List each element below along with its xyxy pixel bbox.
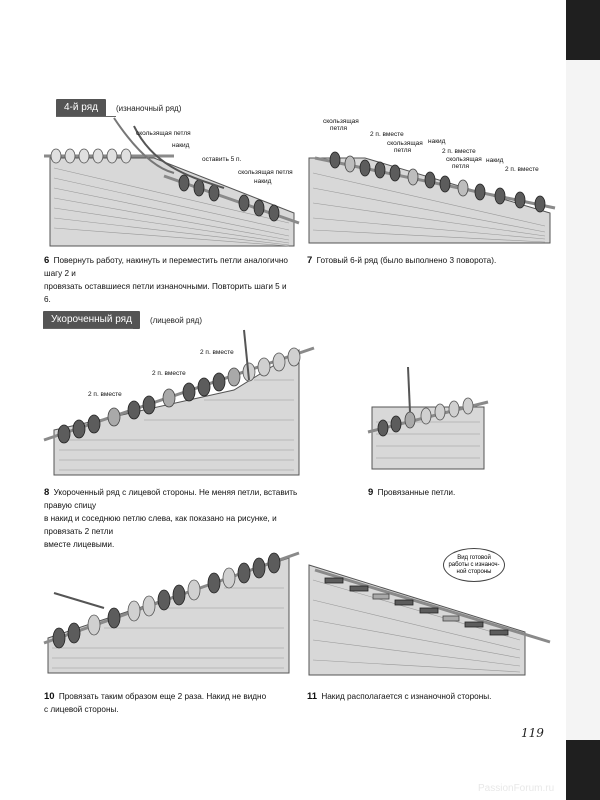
section-rule: [43, 328, 133, 329]
fig7-label-1: скользящая: [323, 118, 359, 125]
fig10-caption: 10 Провязать таким образом еще 2 раза. Накид не видно с лицевой стороны.: [44, 691, 267, 714]
section-label: Укороченный ряд: [43, 311, 140, 329]
fig7-label-5: петля: [394, 147, 412, 154]
fig11-speech-bubble: Вид готовой работы с изнаноч- ной стороны: [443, 548, 505, 582]
fig6-label-3: оставить 5 п.: [202, 156, 242, 163]
section-rule: [56, 116, 116, 117]
fig7-caption: 7 Готовый 6-й ряд (было выполнено 3 поворота).: [307, 255, 497, 266]
section-sub: (лицевой ряд): [149, 315, 203, 325]
fig7-label-3: 2 п. вместе: [370, 131, 404, 138]
figure-8-illustration: [44, 330, 314, 480]
page-edge: [566, 60, 600, 740]
fig6-label-1: скользящая петля: [136, 130, 191, 137]
fig7-label-7: 2 п. вместе: [442, 148, 476, 155]
section-header-short-row: [43, 311, 202, 329]
section-header-row4: [56, 99, 181, 117]
fig9-caption: 9 Провязанные петли.: [368, 487, 456, 498]
fig6-label-5: накид: [254, 178, 272, 185]
section-sub: (изнаночный ряд): [115, 103, 182, 113]
page-number: 119: [521, 726, 544, 740]
watermark: PassionForum.ru: [478, 783, 555, 794]
fig7-label-11: 2 п. вместе: [505, 166, 539, 173]
fig6-label-2: накид: [172, 142, 190, 149]
fig8-label-3: 2 п. вместе: [88, 391, 122, 398]
fig8-label-2: 2 п. вместе: [152, 370, 186, 377]
fig6-caption: 6 Повернуть работу, накинуть и переместить петли аналогично шагу 2 и провязать оставшиеся петли изнаночными. Повторить шаги 5 и 6.: [44, 255, 288, 304]
fig8-caption: 8 Укороченный ряд с лицевой стороны. Не меняя петли, вставить правую спицу в накид и соседнюю петлю слева, как показано на рисунке, и провязать 2 петли вместе лицевыми.: [44, 487, 298, 549]
figure-11-illustration: [305, 560, 555, 678]
fig8-label-1: 2 п. вместе: [200, 349, 234, 356]
fig7-label-6: накид: [428, 138, 446, 145]
fig7-label-10: накид: [486, 157, 504, 164]
fig7-label-4: скользящая: [387, 140, 423, 147]
figure-9-illustration: [368, 362, 493, 472]
section-label: 4-й ряд: [56, 99, 106, 117]
fig6-label-4: скользящая петля: [238, 169, 293, 176]
figure-10-illustration: [44, 548, 299, 678]
fig7-label-9: петля: [452, 163, 470, 170]
fig11-caption: 11 Накид располагается с изнаночной стороны.: [307, 691, 492, 702]
fig7-label-8: скользящая: [446, 156, 482, 163]
fig7-label-2: петля: [330, 125, 348, 132]
